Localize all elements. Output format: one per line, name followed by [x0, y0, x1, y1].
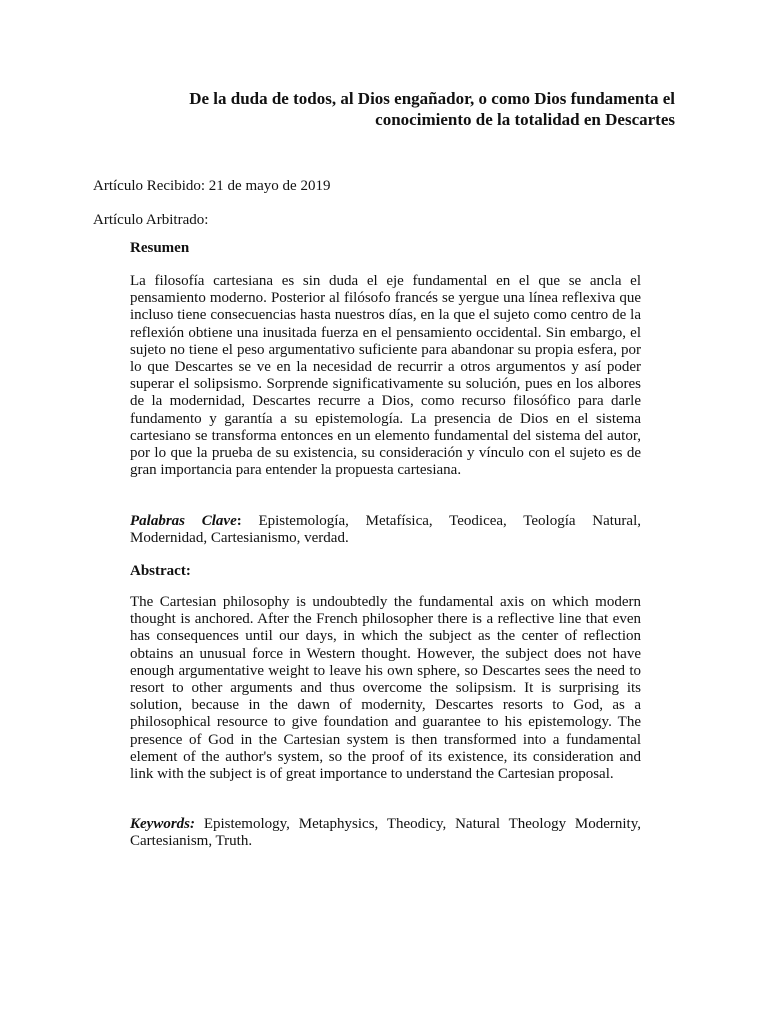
abstract-heading: Abstract:	[130, 563, 191, 579]
article-title-line-1: De la duda de todos, al Dios engañador, o como Dios fundamenta el	[189, 89, 675, 108]
keywords-text: Epistemology, Metaphysics, Theodicy, Natural Theology Modernity, Cartesianism, Truth.	[130, 816, 641, 850]
abstract-body: The Cartesian philosophy is undoubtedly the fundamental axis on which modern thought is anchored. After the French philosopher there is a reflective line that even has consequences until our days, in which the subject as the center of reflection obtains an unusual force in Western thought. However, the subject does not have enough argumentative weight to leave his own sphere, so Descartes sees the need to resort to other arguments and thus overcome the solipsism. It is surprising its solution, because in the dawn of modernity, Descartes resorts to God, as a philosophical resource to give foundation and guarantee to his epistemology. The presence of God in the Cartesian system is then transformed into a fundamental element of the author's system, so the proof of its existence, its consideration and link with the subject is of great importance to understand the Cartesian proposal.	[130, 594, 641, 783]
article-title-line-2: conocimiento de la totalidad en Descartes	[375, 110, 675, 129]
resumen-body: La filosofía cartesiana es sin duda el eje fundamental en el que se ancla el pensamiento moderno. Posterior al filósofo francés se yergue una línea reflexiva que incluso tiene consecuencias hasta nuestros días, en la que el sujeto como centro de la reflexión obtiene una inusitada fuerza en el pensamiento occidental. Sin embargo, el sujeto no tiene el peso argumentativo suficiente para abandonar su propia esfera, por lo que Descartes se ve en la necesidad de recurrir a otros argumentos y así poder superar el solipsismo. Sorprende significativamente su solución, pues en los albores de la modernidad, Descartes recurre a Dios, como recurso filosófico para darle fundamento y garantía a su epistemología. La presencia de Dios en el sistema cartesiano se transforma entonces en un elemento fundamental del sistema del autor, por lo que la prueba de su existencia, su consideración y vínculo con el sujeto es de gran importancia para entender la propuesta cartesiana.	[130, 273, 641, 479]
resumen-heading: Resumen	[130, 240, 190, 256]
received-date: Artículo Recibido: 21 de mayo de 2019	[93, 178, 331, 194]
keywords-label: Keywords:	[130, 816, 195, 832]
keywords	[130, 816, 641, 850]
palabras-clave-text: Epistemología, Metafísica, Teodicea, Teología Natural, Modernidad, Cartesianismo, verdad.	[130, 513, 641, 547]
palabras-clave	[130, 513, 641, 547]
palabras-clave-label: Palabras Clave	[130, 513, 237, 529]
palabras-clave-colon: :	[236, 513, 242, 529]
article-title	[130, 88, 675, 130]
refereed-label: Artículo Arbitrado:	[93, 212, 209, 228]
